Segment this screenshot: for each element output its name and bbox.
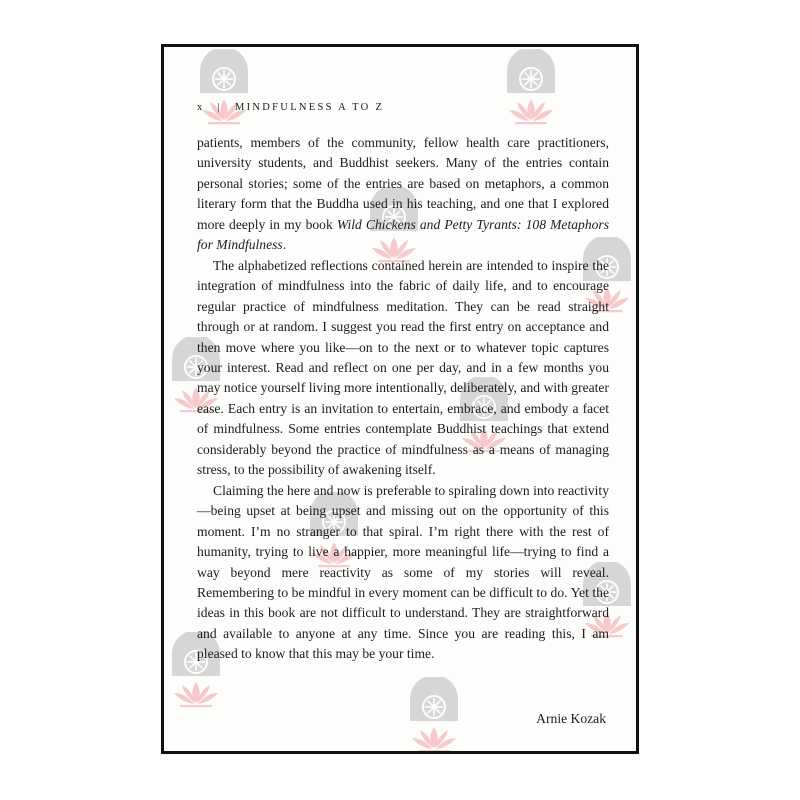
book-title: MINDFULNESS A TO Z (234, 102, 385, 113)
watermark-logo-icon (501, 49, 561, 127)
paragraph-text: . (282, 237, 287, 253)
paragraph-text: Claiming the here and now is preferable to spiraling down into reactivity—being upset at being upset and missing out on the opportunity of this moment. I’m no stranger to that spiral. I’m right there with the rest of humanity, trying to live a happier, more meaningful life—trying to find a way beyond mere reactivity as some of my stories will reveal. Remembering to be mindful in every moment can be difficult to do. Yet the ideas in this book are not difficult to understand. They are straightforward and available to anyone at any time. Since you are reading this, I am pleased to know that this may be your time. (197, 482, 609, 662)
running-head-separator: | (217, 102, 222, 113)
paragraph-2 (197, 256, 609, 481)
paragraph-text: patients, members of the community, fellow health care practitioners, university students, and Buddhist seekers. Many of the entries contain personal stories; some of the entries are based on metaphors, a common literary form that the Buddha used in his teaching, and one that I explored more deeply in my book (197, 135, 609, 232)
paragraph-text: The alphabetized reflections contained herein are intended to inspire the integration of mindfulness into the fabric of daily life, and to encourage regular practice of mindfulness meditation. They can be read straight through or at random. I suggest you read the first entry on acceptance and then move where you like—on to the next or to whatever topic captures your interest. Read and reflect on one per day, and in a few months you may notice yourself living more intentionally, deliberately, and with greater ease. Each entry is an invitation to entertain, embrace, and embody a facet of mindfulness. Some entries contemplate Buddhist teachings that extend considerably beyond the practice of mindfulness as a means of managing stress, to the possibility of awakening itself. (197, 257, 609, 478)
author-signature: Arnie Kozak (536, 711, 606, 726)
watermark-logo-icon (404, 677, 464, 754)
book-page (161, 44, 639, 754)
paragraph-1 (197, 133, 609, 256)
paragraph-3 (197, 481, 609, 665)
book-title-italic: Wild Chickens and Petty Tyrants: 108 Metaphors for Mindfulness (197, 216, 610, 253)
page-number: x (197, 102, 205, 113)
watermark-logo-icon (194, 49, 254, 127)
running-head (197, 102, 384, 113)
body-text (197, 133, 609, 665)
